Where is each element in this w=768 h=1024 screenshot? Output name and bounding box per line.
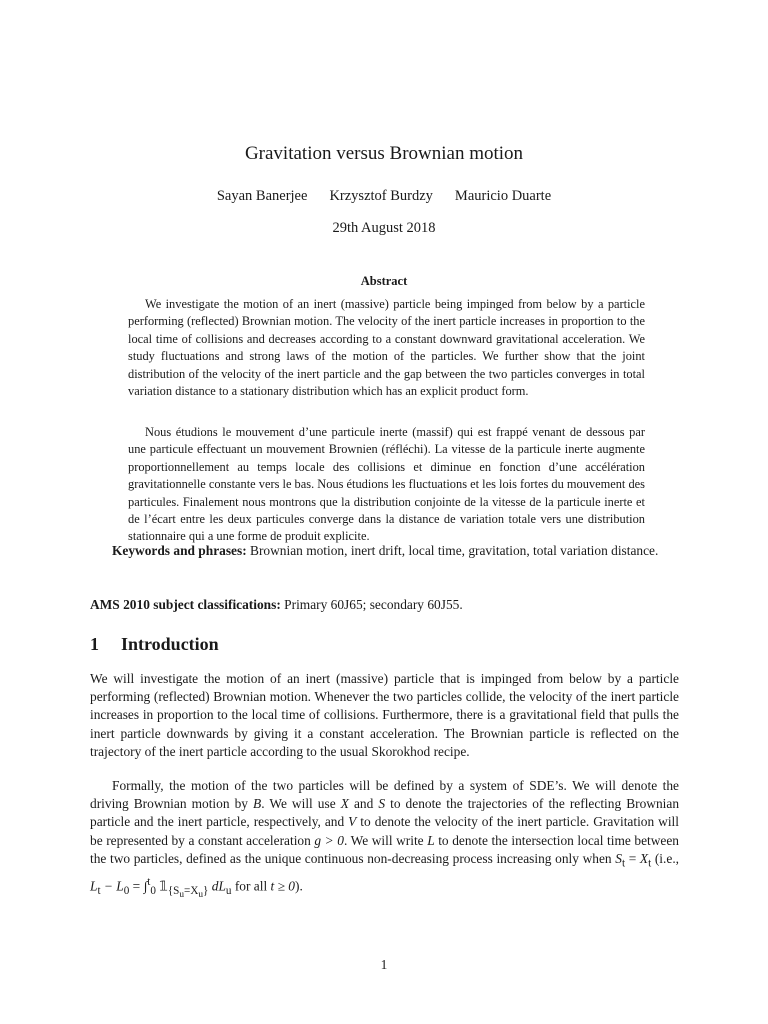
abstract-heading: Abstract [360, 274, 408, 288]
author-list [0, 188, 768, 205]
math-subscript-part: } [203, 884, 209, 897]
intro-paragraph-2-text [90, 777, 679, 904]
math-subscript: 0 [123, 884, 130, 897]
abstract-english [128, 296, 645, 400]
math-symbol: L [90, 878, 98, 894]
author-name: Sayan Banerjee [216, 188, 308, 204]
text-run: to denote the trajectories of the reflecting Brownian particle and the inert particle, respectively, and [90, 796, 680, 830]
math-subscript-part: =X [184, 884, 199, 897]
math-subscript: 0 [150, 884, 156, 897]
ams-classification-block [90, 596, 679, 614]
text-run: Formally, the motion of the two particles will be defined by a system of SDE’s. We will denote the driving Brownian motion by [90, 778, 679, 812]
intro-paragraph-2 [90, 777, 679, 904]
math-subscript: u [225, 884, 232, 897]
text-run: to denote the intersection local time between the two particles, defined as the unique continuous non-decreasing process increasing only when [90, 832, 679, 866]
math-symbol: X [340, 796, 349, 812]
math-subscript: t [97, 884, 101, 897]
math-expression: g > 0 [314, 832, 344, 848]
math-symbol: B [253, 796, 262, 812]
author-name: Krzysztof Burdzy [329, 188, 433, 204]
section-title: Introduction [121, 634, 219, 654]
text-run: to denote the velocity of the inert particle. Gravitation will be represented by a constant acceleration [90, 814, 679, 848]
text-run: (i.e., [651, 850, 680, 866]
math-symbol: − L [100, 878, 124, 894]
math-symbol: S [615, 850, 622, 866]
page-number: 1 [380, 957, 388, 972]
text-run: for all [231, 878, 271, 894]
abstract-english-text: We investigate the motion of an inert (massive) particle being impinged from below by a particle performing (reflected) Brownian motion. The velocity of the inert particle increases in proportion to the local time of collisions and decreases according to a constant downward gravitational acceleration. We study fluctuations and strong laws of the motion of the particles. We further show that the joint distribution of the velocity of the inert particle and the gap between the two particles converges in total variation distance to a stationary distribution which has an explicit product form. [128, 297, 645, 399]
math-integral: = ∫ [129, 878, 148, 894]
math-expression: t ≥ 0 [270, 878, 295, 894]
math-symbol: S [378, 796, 386, 812]
paper-date: 29th August 2018 [332, 220, 436, 236]
author-name: Mauricio Duarte [454, 188, 552, 204]
intro-paragraph-1 [90, 670, 679, 761]
keywords-block [90, 542, 679, 560]
math-symbol: dL [208, 878, 226, 894]
keywords-text: Brownian motion, inert drift, local time, gravitation, total variation distance. [250, 543, 659, 558]
text-run: and [348, 796, 379, 812]
ams-text: Primary 60J65; secondary 60J55. [284, 597, 463, 612]
ams-label: AMS 2010 subject classifications: [90, 597, 281, 612]
math-subscript-part: u [198, 890, 204, 901]
keywords-label: Keywords and phrases: [112, 543, 247, 558]
text-run: . We will use [261, 796, 341, 812]
abstract-french-text: Nous étudions le mouvement d’une particule inerte (massif) qui est frappé venant de dessous par une particule effectuant un mouvement Brownien (réfléchi). La vitesse de la particule inerte augmente proportionnellement au temps locale des collisions et diminue en fonction d’une accélération gravitationnelle constante vers le bas. Nous étudions les fluctuations et les lois fortes du mouvement des particules. Finalement nous montrons que la distribution conjointe de la vitesse de la particule inerte et de l’écart entre les deux particules converge dans la distance de variation totale vers une distribution stationnaire qui a une forme de produit explicite. [128, 425, 645, 544]
math-subscript [167, 884, 209, 901]
text-run: . We will write [343, 832, 428, 848]
paper-title: Gravitation versus Brownian motion [244, 143, 524, 164]
math-symbol: L [427, 832, 435, 848]
math-subscript-part: u [179, 890, 185, 901]
intro-paragraph-1-text: We will investigate the motion of an inert (massive) particle that is impinged from below by a particle performing (reflected) Brownian motion. Whenever the two particles collide, the velocity of the inert particle increases in proportion to the local time of collisions. Furthermore, there is a gravitational field that pulls the inert particle downwards by giving it a constant acceleration. The Brownian particle is reflected on the trajectory of the inert particle according to the usual Skorokhod recipe. [90, 671, 679, 759]
math-symbol: X [639, 850, 649, 866]
math-indicator: 𝟙 [155, 878, 168, 894]
text-run: ). [295, 878, 303, 894]
text-run: = [625, 850, 640, 866]
abstract-french [128, 424, 645, 546]
math-subscript: t [648, 857, 652, 870]
math-superscript: t [147, 875, 151, 888]
math-subscript-part: {S [167, 884, 180, 897]
section-heading [90, 634, 679, 655]
math-subscript: t [621, 857, 626, 870]
section-number: 1 [90, 634, 99, 654]
math-symbol: V [348, 814, 357, 830]
